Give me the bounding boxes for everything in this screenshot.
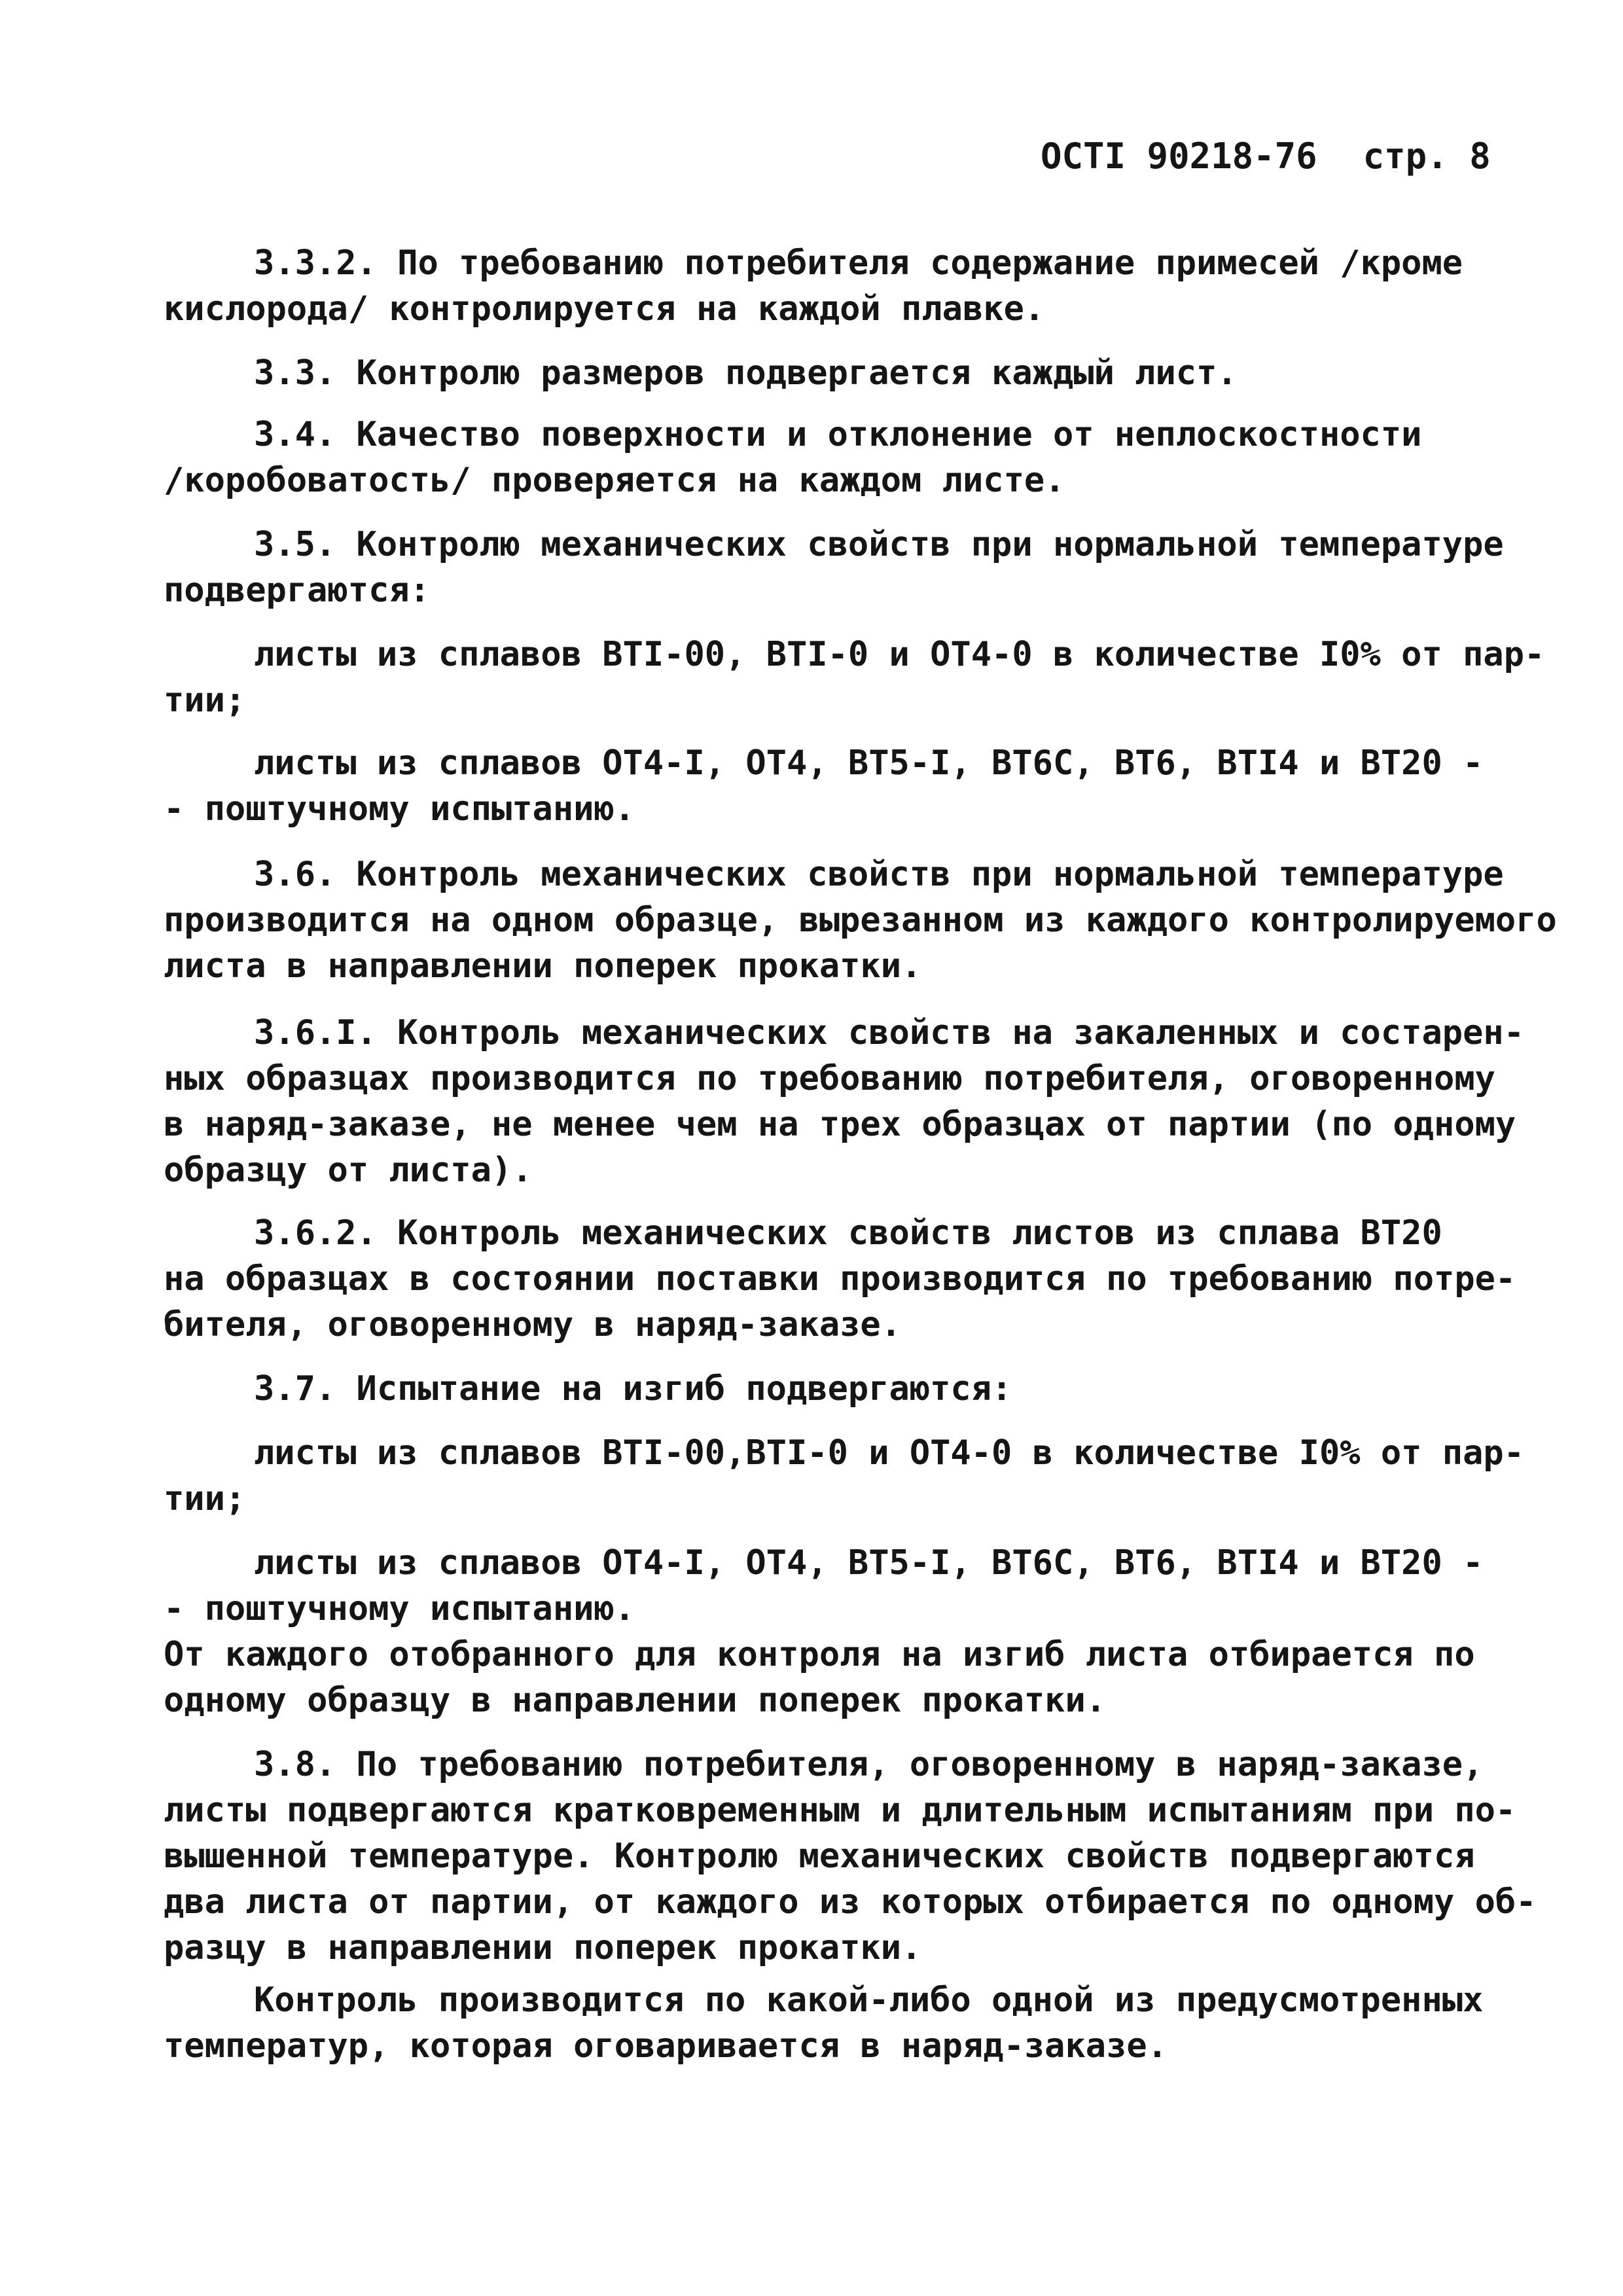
text-line: листы из сплавов ВТI-00, ВТI-0 и ОТ4-0 в количестве I0% от пар- [254,635,1545,674]
text-line: 3.3. Контролю размеров подвергается каждый лист. [254,353,1238,393]
text-line: /коробоватость/ проверяется на каждом листе. [164,461,1065,500]
text-line: бителя, оговоренному в наряд-заказе. [164,1305,902,1344]
text-line: 3.5. Контролю механических свойств при нормальной температуре [254,525,1504,564]
text-line: на образцах в состоянии поставки производится по требованию потре- [164,1259,1516,1299]
text-line: 3.3.2. По требованию потребителя содержание примесей /кроме [254,243,1463,283]
text-line: листа в направлении поперек прокатки. [164,946,922,986]
text-line: листы из сплавов ОТ4-I, ОТ4, ВТ5-I, ВТ6С, ВТ6, ВТI4 и ВТ20 - [254,1543,1484,1583]
text-line: образцу от листа). [164,1151,533,1190]
text-line: разцу в направлении поперек прокатки. [164,1928,922,1967]
text-line: листы из сплавов ОТ4-I, ОТ4, ВТ5-I, ВТ6С, ВТ6, ВТI4 и ВТ20 - [254,744,1484,783]
text-line: подвергаются: [164,571,430,610]
text-line: в наряд-заказе, не менее чем на трех образцах от партии (по одному [164,1105,1516,1144]
text-line: вышенной температуре. Контролю механических свойств подвергаются [164,1837,1475,1876]
text-line: 3.6.I. Контроль механических свойств на закаленных и состарен- [254,1013,1525,1052]
text-line: два листа от партии, от каждого из которых отбирается по одному об- [164,1882,1537,1922]
text-line: производится на одном образце, вырезанном из каждого контролируемого [164,901,1557,940]
text-line: От каждого отобранного для контроля на изгиб листа отбирается по [164,1635,1475,1674]
text-line: тии; [164,1479,246,1518]
text-line: 3.6. Контроль механических свойств при нормальной температуре [254,855,1504,894]
text-line: Контроль производится по какой-либо одной из предусмотренных [254,1981,1484,2020]
text-line: листы подвергаются кратковременным и длительным испытаниям при по- [164,1791,1516,1830]
text-line: - поштучному испытанию. [164,789,635,829]
text-line: тии; [164,681,246,720]
text-line: одному образцу в направлении поперек прокатки. [164,1681,1107,1720]
text-line: температур, которая оговаривается в наряд-заказе. [164,2026,1168,2066]
text-line: листы из сплавов ВТI-00,ВТI-0 и ОТ4-0 в количестве I0% от пар- [254,1433,1525,1473]
text-line: 3.4. Качество поверхности и отклонение от неплоскостности [254,415,1422,454]
text-line: 3.7. Испытание на изгиб подвергаются: [254,1369,1012,1408]
text-line: - поштучному испытанию. [164,1589,635,1628]
text-line: ных образцах производится по требованию потребителя, оговоренному [164,1059,1495,1098]
text-line: 3.8. По требованию потребителя, оговоренному в наряд-заказе, [254,1745,1484,1784]
document-code: ОСТI 90218-76 [1041,135,1317,177]
page-header [1041,135,1491,178]
text-line: 3.6.2. Контроль механических свойств листов из сплава ВТ20 [254,1213,1442,1253]
text-line: кислорода/ контролируется на каждой плавке. [164,289,1045,329]
page-number: стр. 8 [1363,135,1491,177]
